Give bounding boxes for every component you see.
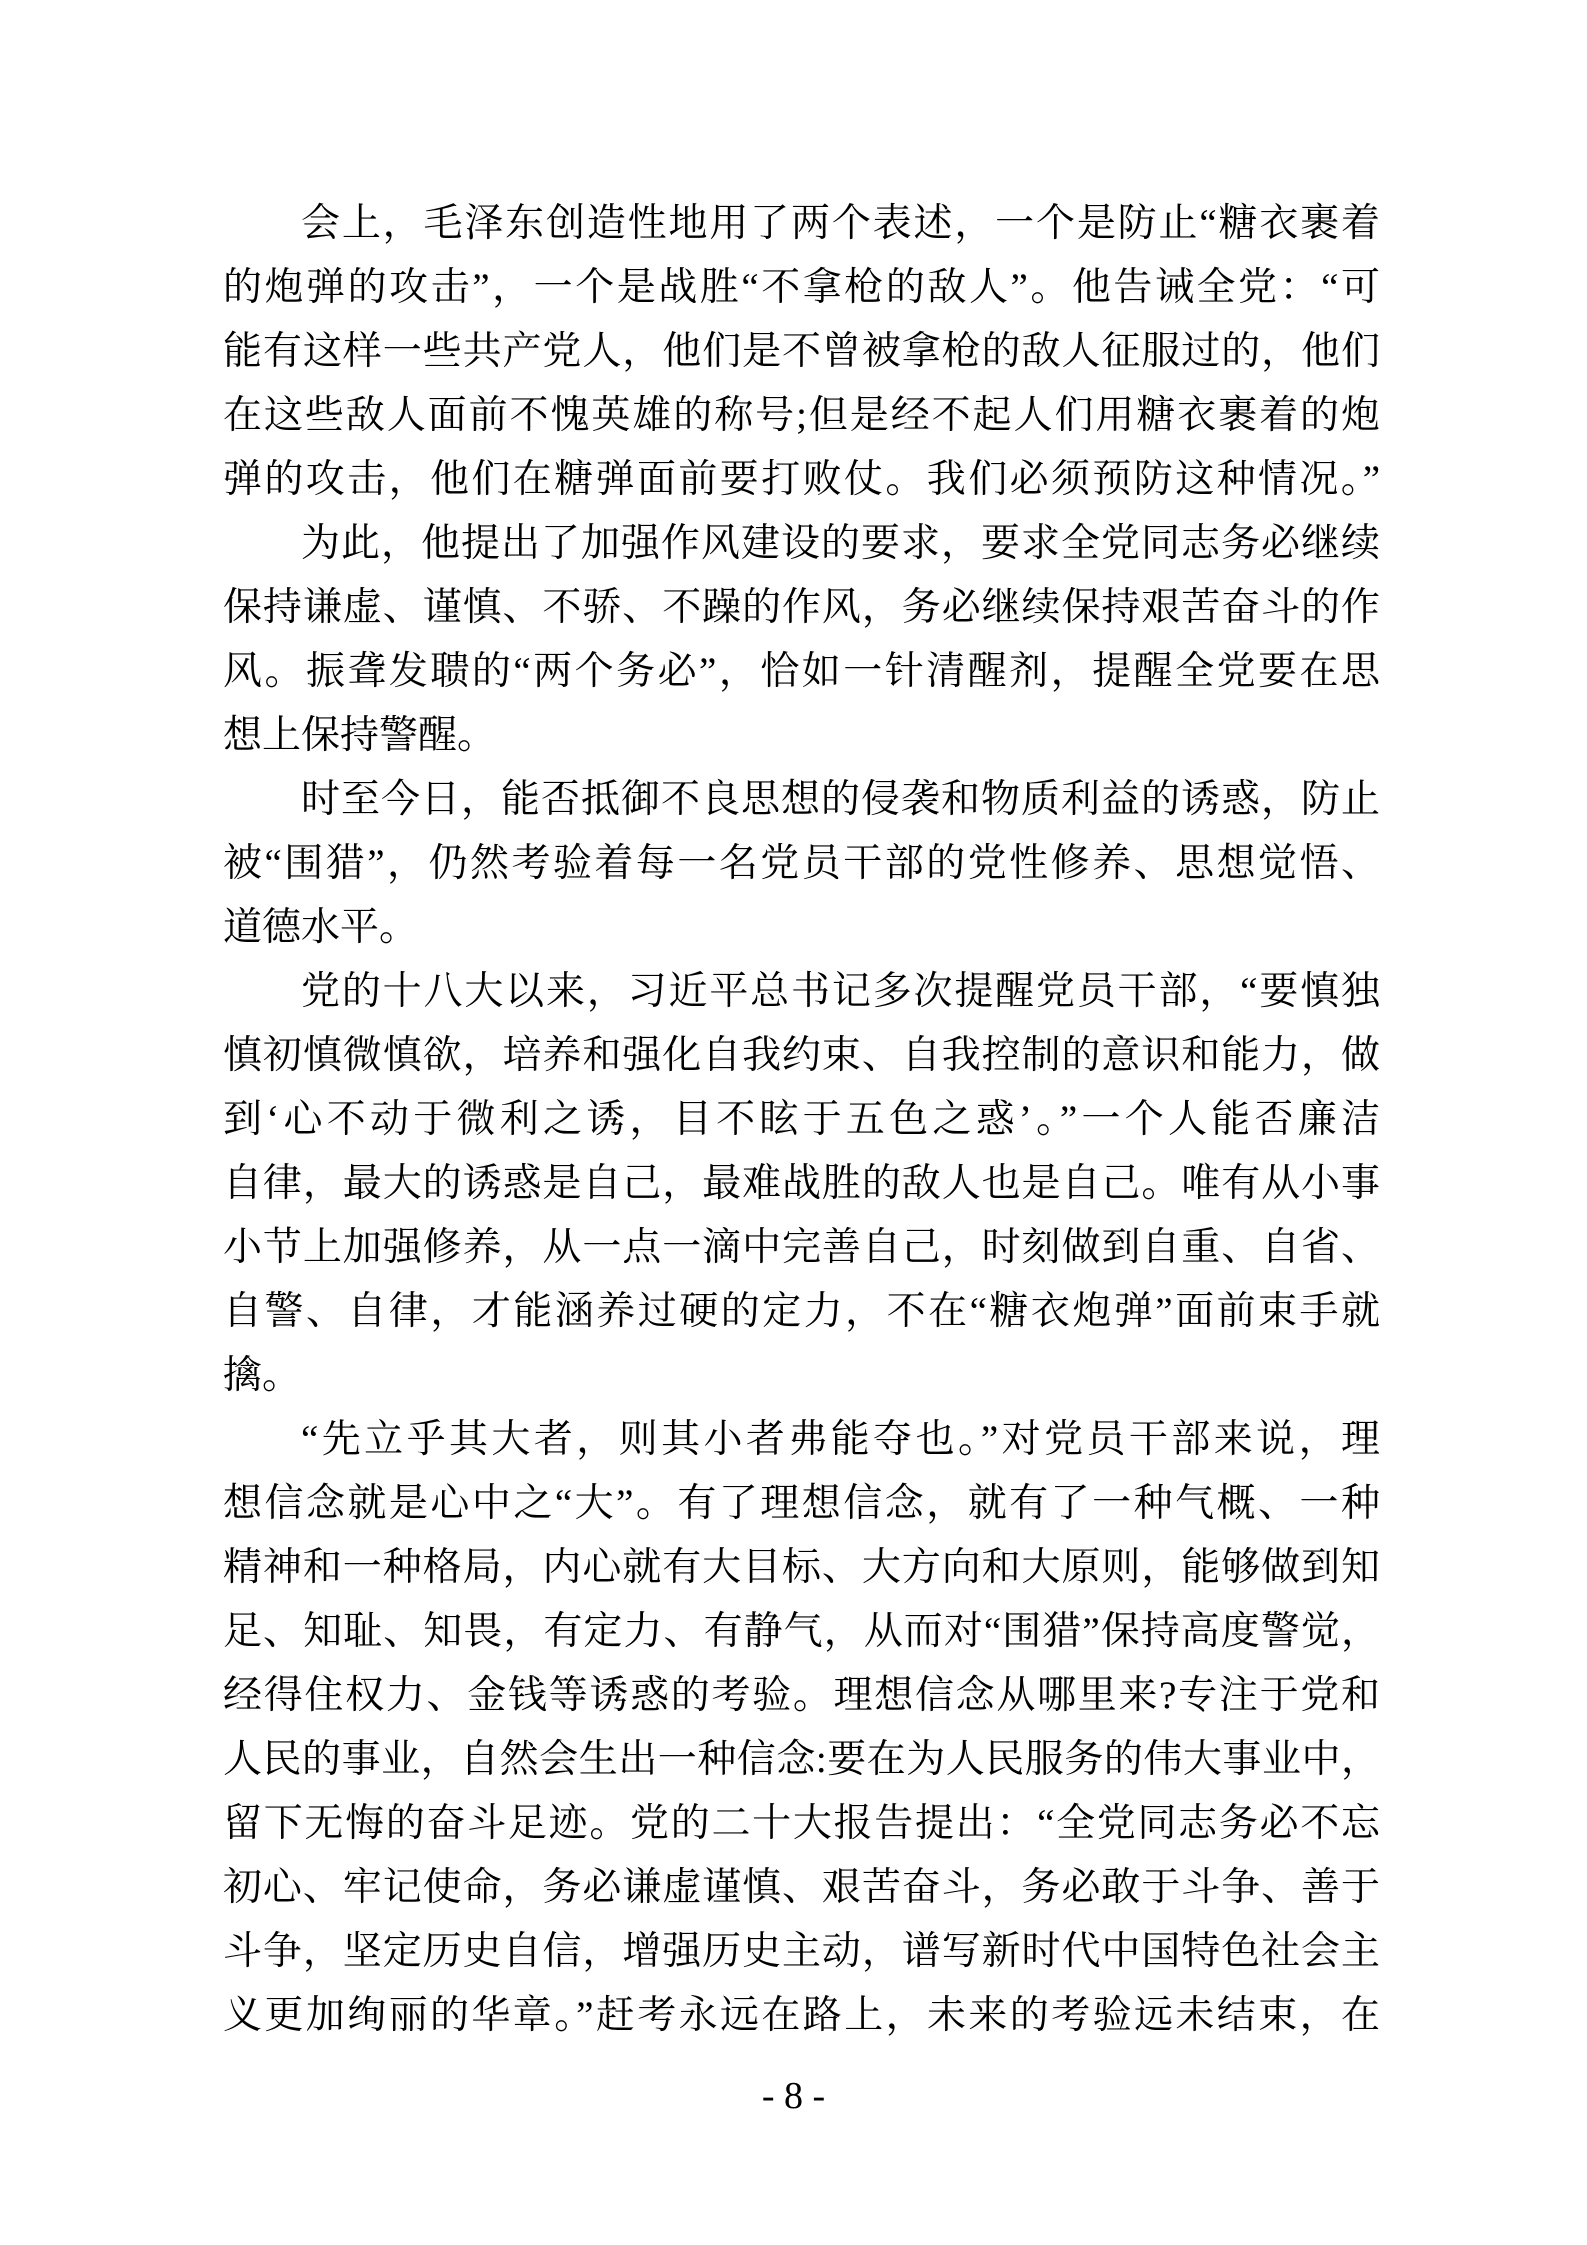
page-number: - 8 - (761, 2075, 826, 2117)
text-line: 弹的攻击，他们在糖弹面前要打败仗。我们必须预防这种情况。” (223, 458, 1380, 501)
text-line: 经得住权力、金钱等诱惑的考验。理想信念从哪里来?专注于党和 (223, 1674, 1380, 1717)
text-line: 保持谦虚、谨慎、不骄、不躁的作风，务必继续保持艰苦奋斗的作 (223, 586, 1380, 629)
text-line: 初心、牢记使命，务必谦虚谨慎、艰苦奋斗，务必敢于斗争、善于 (223, 1866, 1380, 1909)
text-line: 足、知耻、知畏，有定力、有静气，从而对“围猎”保持高度警觉， (223, 1610, 1380, 1653)
text-line: 在这些敌人面前不愧英雄的称号;但是经不起人们用糖衣裹着的炮 (223, 394, 1380, 437)
text-line: 斗争，坚定历史自信，增强历史主动，谱写新时代中国特色社会主 (223, 1930, 1380, 1973)
text-line: 小节上加强修养，从一点一滴中完善自己，时刻做到自重、自省、 (223, 1226, 1380, 1269)
text-line: 为此，他提出了加强作风建设的要求，要求全党同志务必继续 (301, 522, 1380, 565)
text-line: 到‘心不动于微利之诱，目不眩于五色之惑’。”一个人能否廉洁 (223, 1098, 1380, 1141)
text-line: 精神和一种格局，内心就有大目标、大方向和大原则，能够做到知 (223, 1546, 1380, 1589)
text-line: “先立乎其大者，则其小者弗能夺也。”对党员干部来说，理 (301, 1418, 1380, 1461)
text-line: 留下无悔的奋斗足迹。党的二十大报告提出：“全党同志务必不忘 (223, 1802, 1380, 1845)
document-body (223, 192, 1380, 2048)
text-line: 自律，最大的诱惑是自己，最难战胜的敌人也是自己。唯有从小事 (223, 1162, 1380, 1205)
text-line: 慎初慎微慎欲，培养和强化自我约束、自我控制的意识和能力，做 (223, 1034, 1380, 1077)
text-line: 义更加绚丽的华章。”赶考永远在路上，未来的考验远未结束，在 (223, 1994, 1380, 2037)
text-line: 风。振聋发聩的“两个务必”，恰如一针清醒剂，提醒全党要在思 (223, 650, 1380, 693)
text-line: 被“围猎”，仍然考验着每一名党员干部的党性修养、思想觉悟、 (223, 842, 1380, 885)
text-line: 时至今日，能否抵御不良思想的侵袭和物质利益的诱惑，防止 (301, 778, 1380, 821)
text-line: 擒。 (223, 1354, 302, 1397)
text-line: 人民的事业，自然会生出一种信念:要在为人民服务的伟大事业中， (223, 1738, 1380, 1781)
text-line: 想信念就是心中之“大”。有了理想信念，就有了一种气概、一种 (223, 1482, 1380, 1525)
text-line: 的炮弹的攻击”，一个是战胜“不拿枪的敌人”。他告诫全党：“可 (223, 266, 1380, 309)
text-line: 自警、自律，才能涵养过硬的定力，不在“糖衣炮弹”面前束手就 (223, 1290, 1380, 1333)
text-line: 会上，毛泽东创造性地用了两个表述，一个是防止“糖衣裹着 (301, 202, 1380, 245)
text-line: 能有这样一些共产党人，他们是不曾被拿枪的敌人征服过的，他们 (223, 330, 1380, 373)
text-line: 党的十八大以来，习近平总书记多次提醒党员干部，“要慎独 (301, 970, 1380, 1013)
text-line: 想上保持警醒。 (223, 714, 497, 757)
text-line: 道德水平。 (223, 906, 419, 949)
